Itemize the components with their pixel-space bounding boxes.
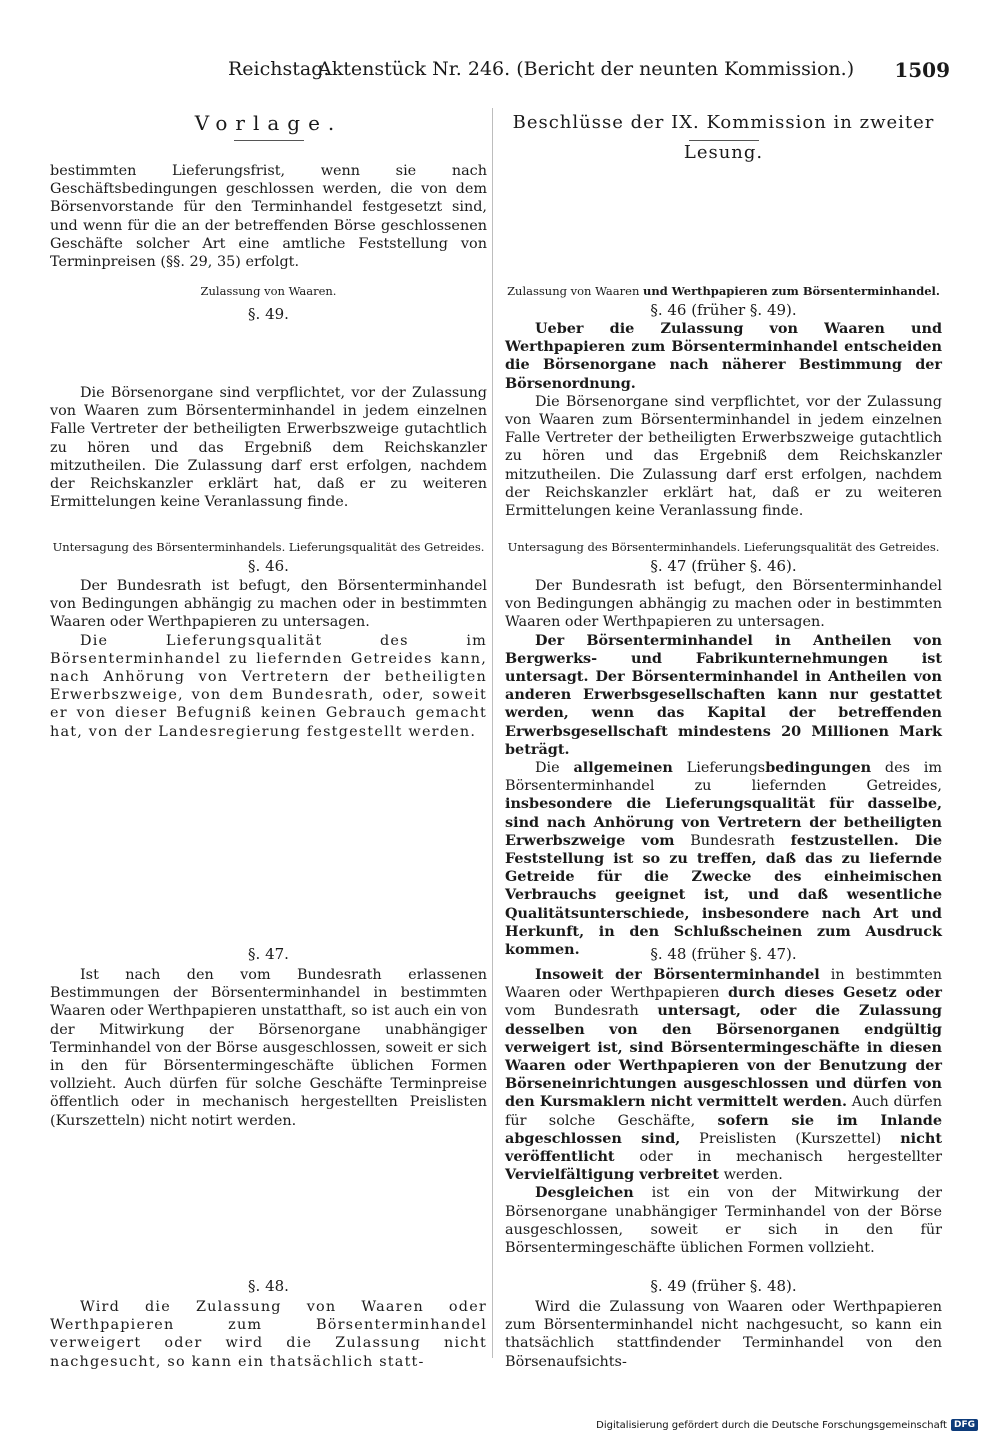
paragraph-text-amended: Ueber die Zulassung von Waaren und Werthpapieren zum Börsenterminhandel entscheiden die Börsenorgane nach näherer Bestimmung der Börsenordnung. — [505, 320, 942, 392]
paragraph-number: §. 48. — [248, 1277, 289, 1295]
page-number: 1509 — [894, 58, 950, 82]
text-run-bold: allgemeinen — [573, 759, 673, 777]
dfg-logo: DFG — [951, 1419, 978, 1431]
text-run: ist ein von der Mitwirkung der Börsenorgane unabhängiger Terminhandel von der Börse ausgeschlossen, soweit er sich in den für Börsentermingeschäfte üblichen Formen vollzieht. — [505, 1185, 942, 1257]
text-run-bold: Vervielfältigung verbreitet — [505, 1166, 720, 1184]
paragraph-number: §. 49 (früher §. 48). — [650, 1277, 797, 1295]
paragraph-text: Der Bundesrath ist befugt, den Börsenterminhandel von Bedingungen abhängig zu machen oder in bestimmten Waaren oder Werthpapieren zu untersagen. — [505, 578, 942, 631]
left-column-title: Vorlage. — [194, 111, 343, 135]
left-intro-text: bestimmten Lieferungsfrist, wenn sie nach Geschäftsbedingungen geschlossen werden, die von dem Börsenvorstande für den Terminhandel festgesetzt sind, und wenn für die an der betreffenden Börse geschlossenen Geschäfte solcher Art eine amtliche Feststellung von Terminpreisen (§§. 29, 35) erfolgt. — [50, 163, 487, 271]
right-column — [505, 108, 943, 1370]
text-run: Auch dürfen für solche Geschäfte, — [505, 1094, 942, 1129]
left-intro — [50, 162, 487, 271]
text-run: oder in mechanisch hergestellter — [614, 1149, 942, 1166]
section-title — [505, 284, 942, 298]
digitization-footer — [596, 1419, 978, 1431]
column-divider — [492, 108, 493, 1358]
paragraph-text: Die Lieferungsqualität des im Börsenterminhandel zu liefernden Getreides kann, nach Anhörung von Vertretern der betheiligten Erwerbszweige, von dem Bundesrath, oder, soweit er von dieser Befugniß keinen Gebrauch gemacht hat, von der Landesregierung festgestellt werden. — [50, 632, 487, 740]
paragraph-number: §. 47 (früher §. 46). — [650, 557, 797, 575]
header-left: Reichstag. — [228, 58, 330, 80]
paragraph-text: Der Bundesrath ist befugt, den Börsenterminhandel von Bedingungen abhängig zu machen oder in bestimmten Waaren oder Werthpapieren zu untersagen. — [50, 578, 487, 631]
left-section-2 — [50, 540, 487, 741]
paragraph-text: Ist nach den vom Bundesrath erlassenen Bestimmungen der Börsenterminhandel in bestimmten Waaren oder Werthpapieren unstatthaft, so ist auch ein von der Mitwirkung der Börsenorgane unabhängiger Terminhandel von der Börse ausgeschlossen, soweit er sich in den für Börsentermingeschäfte üblichen Formen vollzieht. Auch dürfen für solche Geschäfte Terminpreise öffentlich oder in mechanisch hergestellten Preislisten (Kurszetteln) nicht notirt werden. — [50, 967, 487, 1129]
left-column — [50, 108, 487, 1370]
left-section-1-text — [50, 384, 487, 511]
paragraph-text-mixed — [505, 1184, 942, 1257]
text-run: Bundesrath — [674, 832, 791, 849]
paragraph-text: Wird die Zulassung von Waaren oder Werthpapieren zum Börsenterminhandel verweigert oder wird die Zulassung nicht nachgesucht, so kann ein thatsächlich statt- — [50, 1299, 487, 1370]
text-run: vom Bundesrath — [505, 1003, 658, 1020]
text-run-bold: untersagt, oder die Zulassung desselben von den Börsenorganen endgültig verweigert ist, sind Börsentermingeschäfte in diesen Waaren oder Werthpapieren von der Benutzung der Börseneinrichtungen ausgeschlossen und dürfen von den Kursmaklern nicht vermittelt werden. — [505, 1002, 942, 1111]
header-center: Aktenstück Nr. 246. (Bericht der neunten Kommission.) — [318, 58, 855, 80]
paragraph-number: §. 46 (früher §. 49). — [650, 301, 797, 319]
text-run: werden. — [719, 1167, 783, 1184]
text-run-bold: festzustellen. Die Feststellung ist so zu treffen, daß das zu liefernde Getreide für die Zwecke des einheimischen Verbrauchs geeignet ist, und daß wesentliche Qualitätsunterschiede, insbesondere nach Art und Herkunft, in den Schlußscheinen zum Ausdruck kommen. — [505, 831, 943, 959]
left-section-3 — [50, 944, 487, 1130]
section-title-added: und Werthpapieren zum Börsenterminhandel. — [643, 284, 940, 298]
footer-text: Digitalisierung gefördert durch die Deutsche Forschungsgemeinschaft — [596, 1419, 947, 1431]
section-title: Untersagung des Börsenterminhandels. Lieferungsqualität des Getreides. — [52, 540, 485, 554]
right-column-title: Beschlüsse der IX. Kommission in zweiter Lesung. — [512, 112, 935, 163]
paragraph-text: Wird die Zulassung von Waaren oder Werthpapieren zum Börsenterminhandel nicht nachgesucht, so kann ein thatsächlich stattfindender Terminhandel von den Börsenaufsichts- — [505, 1299, 942, 1370]
section-title: Untersagung des Börsenterminhandels. Lieferungsqualität des Getreides. — [507, 540, 940, 554]
text-run: Die — [535, 760, 574, 777]
paragraph-text: Die Börsenorgane sind verpflichtet, vor der Zulassung von Waaren zum Börsenterminhandel in jedem einzelnen Falle Vertreter der betheiligten Erwerbszweige gutachtlich zu hören und das Ergebniß dem Reichskanzler mitzutheilen. Die Zulassung darf erst erfolgen, nachdem der Reichskanzler erklärt hat, daß er zu weiteren Ermittelungen keine Veranlassung finde. — [50, 385, 487, 511]
paragraph-number: §. 48 (früher §. 47). — [650, 945, 797, 963]
text-run-bold: sofern sie im Inlande abgeschlossen sind, — [505, 1111, 942, 1147]
text-run-bold: Insoweit der Börsenterminhandel — [535, 966, 820, 983]
text-run-bold: nicht veröffentlicht — [505, 1129, 942, 1166]
section-title-part: Zulassung von Waaren — [507, 284, 640, 298]
section-title: Zulassung von Waaren. — [200, 284, 337, 298]
paragraph-text-mixed — [505, 759, 942, 959]
text-run: Preislisten (Kurszettel) — [680, 1130, 901, 1147]
paragraph-text-amended: Der Börsenterminhandel in Antheilen von Bergwerks- und Fabrikunternehmungen ist untersagt. Der Börsenterminhandel in Antheilen von anderen Erwerbsgesellschaften kann nur gestattet werden, wenn das Kapital der betreffenden Erwerbsgesellschaft mindestens 20 Millionen Mark beträgt. — [505, 631, 942, 758]
left-section-1 — [50, 284, 487, 324]
right-section-1 — [505, 284, 942, 520]
text-run-bold: bedingungen — [765, 759, 872, 777]
text-run: Lieferungs — [672, 760, 766, 777]
right-section-2 — [505, 540, 942, 959]
text-run-bold: durch dieses Gesetz oder — [727, 984, 942, 1002]
paragraph-text-mixed — [505, 966, 942, 1184]
text-run-bold: Desgleichen — [535, 1184, 634, 1202]
text-run-bold: insbesondere die Lieferungsqualität für dasselbe, sind nach Anhörung von Vertretern der betheiligten Erwerbszweige vom — [505, 795, 942, 849]
right-section-4 — [505, 1276, 942, 1371]
page-header — [0, 58, 1000, 90]
paragraph-number: §. 47. — [248, 945, 289, 963]
text-run: des im Börsenterminhandel zu liefernden Getreides, — [505, 760, 943, 795]
paragraph-number: §. 46. — [248, 557, 289, 575]
text-run: in bestimmten Waaren oder Werthpapieren — [505, 967, 942, 1002]
title-rule — [234, 140, 304, 141]
right-section-3 — [505, 944, 942, 1257]
left-section-4 — [50, 1276, 487, 1371]
paragraph-number: §. 49. — [248, 305, 289, 323]
paragraph-text: Die Börsenorgane sind verpflichtet, vor der Zulassung von Waaren zum Börsenterminhandel in jedem einzelnen Falle Vertreter der betheiligten Erwerbszweige gutachtlich zu hören und das Ergebniß dem Reichskanzler mitzutheilen. Die Zulassung darf erst erfolgen, nachdem der Reichskanzler erklärt hat, daß er zu weiteren Ermittelungen keine Veranlassung finde. — [505, 393, 942, 520]
